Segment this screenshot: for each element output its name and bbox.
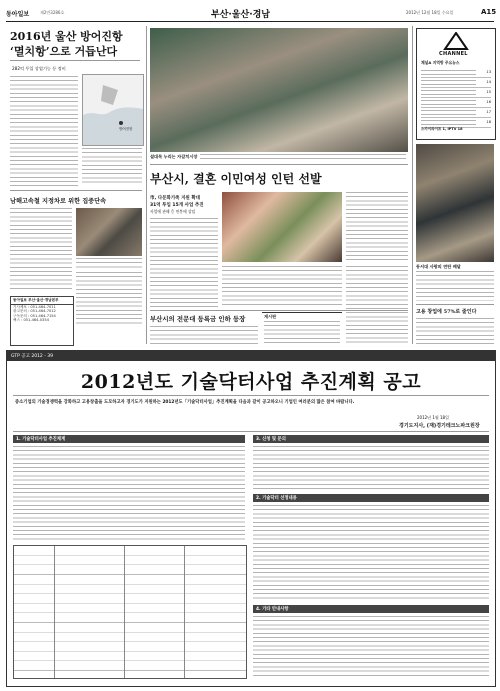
harbor-map-graphic <box>83 75 143 145</box>
channel-subtitle: 채널A 지역방 주요뉴스 <box>421 60 460 65</box>
center-divider-1 <box>150 164 408 165</box>
market-photo <box>150 28 408 152</box>
center-headline: 부산시, 결혼 이민여성 인턴 선발 <box>150 172 322 186</box>
issue-date: 2012년 12월 18일 수요일 <box>406 10 454 15</box>
paper-name: 동아일보 <box>6 11 30 18</box>
center-subhead-1: 市, 다문화가족 지원 확대 <box>150 196 201 201</box>
ad-notice-number: GTP 공고 2012 - 39 <box>11 354 54 359</box>
left-headline-line1: 2016년 울산 방어진항 <box>10 30 123 43</box>
channel-item-number: 15 <box>486 90 491 94</box>
left-story-photo <box>76 208 142 256</box>
ad-section-3-text <box>253 446 489 490</box>
table-col-divider <box>54 546 55 678</box>
ad-block <box>6 350 496 687</box>
left-photo-caption <box>76 258 142 270</box>
channel-item-number: 17 <box>486 110 491 114</box>
ad-title-rule <box>13 395 489 396</box>
ad-section-4-text <box>253 616 489 678</box>
issue-number: 제2만3286호 <box>40 10 65 15</box>
bureau-info-box <box>10 296 74 346</box>
channel-item[interactable] <box>421 68 491 78</box>
ad-signature: 경기도지사, (재)경기테크노파크원장 <box>399 423 480 429</box>
women-photo-caption <box>346 192 408 262</box>
ad-section-2-title: 2. 기술닥터 선정내용 <box>256 496 297 501</box>
center-body-text-3 <box>150 326 258 344</box>
center-body-text-4 <box>346 266 408 344</box>
masthead-rule <box>6 21 494 22</box>
col-divider-right <box>412 26 413 344</box>
channel-item[interactable] <box>421 98 491 108</box>
channel-footer: 스카이라이프 1, IPTV 18 <box>421 127 463 131</box>
market-photo-caption-text <box>200 154 406 160</box>
left-headline-line2: ‘멸치항’으로 거듭난다 <box>10 45 118 58</box>
ad-section-3-header <box>253 435 489 443</box>
ad-section-1-table <box>13 545 247 679</box>
notice-board-title: 게시판 <box>264 314 277 319</box>
bureau-contact-fax: 팩스 : 051-464-0354 <box>13 318 49 323</box>
table-col-divider <box>124 546 125 678</box>
ad-intro-rule <box>13 431 489 432</box>
map-label: 방어진항 <box>119 127 133 131</box>
bureau-title: 동아일보 부산·울산·경남본부 <box>11 297 73 305</box>
briquette-caption-text <box>416 271 494 301</box>
left-subhead: 남해고속철 지정차로 위한 집중단속 <box>10 198 107 205</box>
ad-topbar <box>7 351 495 361</box>
channel-a-logo-icon <box>443 32 469 50</box>
ad-section-2-text <box>253 505 489 601</box>
channel-item[interactable] <box>421 108 491 118</box>
bureau-contact-subscription: 구독문의 : 051-464-7154 <box>13 313 56 318</box>
section-title: 부산·울산·경남 <box>211 10 271 20</box>
channel-item[interactable] <box>421 78 491 88</box>
page-number: A15 <box>481 8 497 16</box>
center-subhead-2: 31억 투입 15개 사업 추진 <box>150 203 204 208</box>
center-subhead-3: 사업에 관해 응 연봉에 상임 <box>150 209 196 214</box>
ad-section-3-title: 3. 신청 및 문의 <box>256 437 286 442</box>
women-photo <box>222 192 342 262</box>
channel-item-number: 14 <box>486 80 491 84</box>
ad-section-1-header <box>13 435 245 443</box>
ad-section-4-header <box>253 605 489 613</box>
briquette-photo <box>416 144 494 262</box>
channel-item-number: 16 <box>486 100 491 104</box>
ad-section-1-title: 1. 기술닥터사업 추진체계 <box>16 437 66 442</box>
notice-board-text <box>264 321 340 345</box>
masthead <box>6 6 497 20</box>
channel-item[interactable] <box>421 88 491 98</box>
right-body-text <box>416 318 494 344</box>
bureau-contact-phone: 기사제보 : 051-464-7011 <box>13 305 56 309</box>
channel-item-number: 18 <box>486 120 491 124</box>
col-divider-left <box>146 26 147 344</box>
harbor-map <box>82 74 144 146</box>
left-body-text-3 <box>10 208 72 292</box>
market-photo-caption-title: 설대목 누리는 자갈치시장 <box>150 154 198 159</box>
ad-section-1-text <box>13 446 245 541</box>
ad-section-2-header <box>253 494 489 502</box>
right-subhead: 고용 창업에 57%로 줄인다 <box>416 309 477 315</box>
center-body-text-2 <box>222 266 342 308</box>
channel-item-number: 13 <box>486 70 491 74</box>
channel-list <box>421 68 491 128</box>
briquette-caption-title: 동서대 사랑의 연탄 배달 <box>416 264 461 269</box>
ad-section-4-title: 4. 기타 안내사항 <box>256 607 289 612</box>
right-divider <box>416 304 494 305</box>
ad-intro: 중소기업의 기술경쟁력을 강화하고 고용창출을 도모하고자 경기도가 지원하는 2012년도「기술닥터사업」추진계획을 다음과 같이 공고하오니 기업인 여러분의 많은 참여 바랍니다. <box>15 400 355 405</box>
market-photo-caption <box>150 153 408 161</box>
ad-date: 2012년 1월 18일 <box>417 415 449 420</box>
notice-board <box>262 312 342 345</box>
center-body-text-1 <box>150 218 218 308</box>
left-deck: 282억 투입 상업기능 등 정비 <box>12 66 66 71</box>
ad-title: 2012년도 기술닥터사업 추진계획 공고 <box>80 371 422 393</box>
left-body-text-4 <box>76 272 142 324</box>
channel-box <box>416 28 496 140</box>
channel-label: CHANNEL <box>439 51 468 57</box>
center-subhead-bottom: 부산시의 전문대 등록금 인하 등장 <box>150 315 246 323</box>
headline-divider <box>10 60 140 61</box>
table-col-divider <box>184 546 185 678</box>
left-section-divider <box>10 190 142 191</box>
bureau-contact-ad: 광고문의 : 051-464-7012 <box>13 309 56 314</box>
left-body-text-2 <box>82 148 142 186</box>
left-body-text-1 <box>10 76 78 186</box>
